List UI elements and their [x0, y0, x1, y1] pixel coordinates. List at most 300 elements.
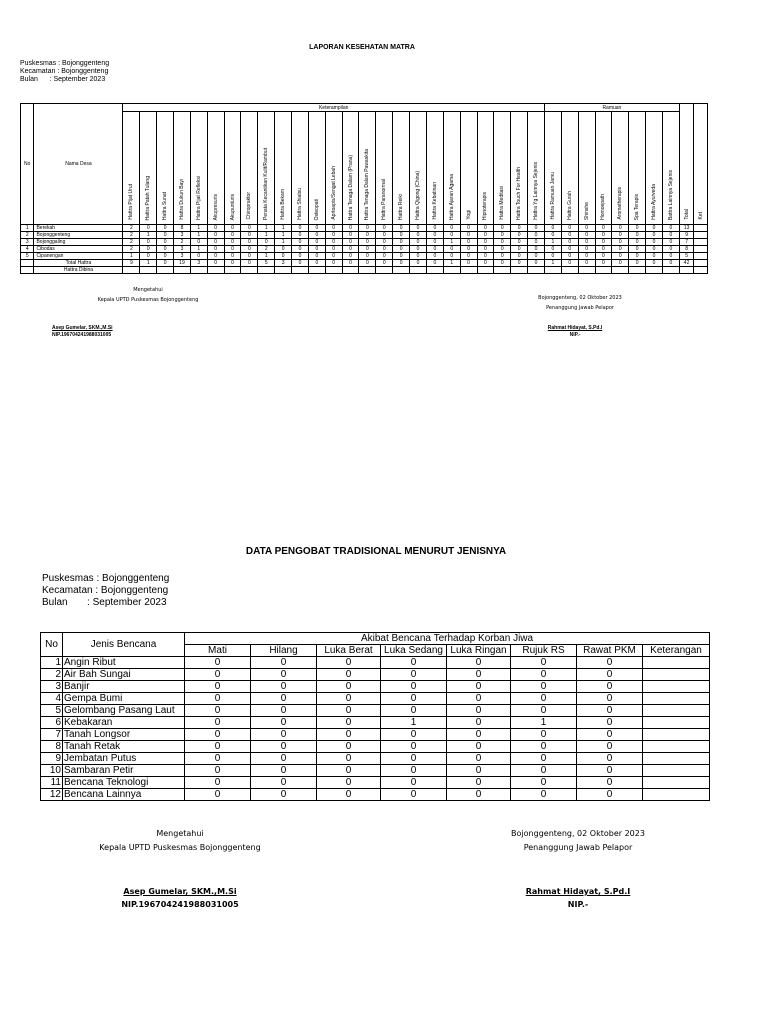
- row-value: 0: [251, 729, 317, 741]
- row-value: 0: [662, 239, 679, 246]
- row-value: 0: [317, 705, 381, 717]
- table-row: [21, 232, 708, 239]
- row-value: 0: [561, 232, 578, 239]
- row-value: 0: [251, 657, 317, 669]
- total-value: 0: [494, 260, 511, 267]
- row-no: 1: [41, 657, 63, 669]
- col-label: Homoepath: [600, 194, 607, 220]
- col-header: [207, 112, 224, 225]
- table-row: [41, 717, 710, 729]
- row-value: 1: [381, 717, 447, 729]
- row-value: 0: [185, 669, 251, 681]
- col-header: [174, 112, 191, 225]
- row-value: 0: [207, 253, 224, 260]
- info-bulan: Bulan : September 2023: [20, 76, 106, 83]
- bottom-signature-right-name: [488, 885, 668, 911]
- info-kecamatan: Kecamatan : Bojonggenteng: [42, 585, 169, 596]
- row-value: 0: [224, 239, 241, 246]
- row-value: 0: [595, 239, 612, 246]
- col-label: Hattra Pijat Refleksi: [195, 176, 202, 220]
- col-header: [477, 112, 494, 225]
- row-value: 0: [662, 246, 679, 253]
- bottom-signature-left: [90, 827, 270, 855]
- col-header: [410, 112, 427, 225]
- row-value: 0: [140, 246, 157, 253]
- row-value: 0: [511, 753, 577, 765]
- table-row: [21, 239, 708, 246]
- row-value: 0: [662, 225, 679, 232]
- total-row: [21, 260, 708, 267]
- row-desa: Berekah: [34, 225, 123, 232]
- row-value: 0: [317, 681, 381, 693]
- col-header: [190, 112, 207, 225]
- row-desa: Cibodas: [34, 246, 123, 253]
- row-value: 0: [544, 232, 561, 239]
- data-title: DATA PENGOBAT TRADISIONAL MENURUT JENISNYA: [245, 546, 507, 557]
- row-value: 0: [241, 225, 258, 232]
- row-value: 0: [494, 239, 511, 246]
- col-label: Hipnoterapis: [482, 191, 489, 220]
- col-label: Hattra Ajaran Agama: [448, 173, 455, 220]
- col-label: Hattra Yg Lainnya Sejenis: [533, 162, 539, 220]
- col-header: [511, 112, 528, 225]
- row-value: 0: [447, 789, 511, 801]
- table-row: [41, 741, 710, 753]
- row-value: 0: [528, 239, 545, 246]
- row-value: 0: [251, 765, 317, 777]
- col-header: Mati: [185, 645, 251, 657]
- row-value: 3: [174, 232, 191, 239]
- total-value: 0: [393, 260, 410, 267]
- sig-name: Rahmat Hidayat, S.Pd.I: [547, 325, 603, 331]
- col-header: [578, 112, 595, 225]
- row-value: 2: [174, 239, 191, 246]
- row-value: 0: [561, 253, 578, 260]
- col-header: Rujuk RS: [511, 645, 577, 657]
- col-header: [662, 112, 679, 225]
- row-value: 0: [577, 717, 643, 729]
- row-value: 0: [460, 225, 477, 232]
- row-jenis: Air Bah Sungai: [63, 669, 185, 681]
- row-value: [643, 681, 710, 693]
- row-value: 0: [477, 246, 494, 253]
- row-value: 0: [544, 225, 561, 232]
- row-value: 0: [511, 693, 577, 705]
- row-value: 0: [342, 225, 359, 232]
- row-value: 0: [381, 657, 447, 669]
- row-desa: Bojonggenteng: [34, 232, 123, 239]
- col-header: [460, 112, 477, 225]
- row-jenis: Gempa Bumi: [63, 693, 185, 705]
- row-value: 0: [528, 253, 545, 260]
- row-value: 0: [251, 789, 317, 801]
- row-value: 0: [460, 253, 477, 260]
- row-value: 0: [317, 669, 381, 681]
- row-value: 0: [612, 253, 629, 260]
- row-value: 0: [460, 246, 477, 253]
- col-header: [561, 112, 578, 225]
- row-value: 2: [123, 239, 140, 246]
- row-no: 1: [21, 225, 34, 232]
- col-label: Hattra Pijat Urut: [128, 184, 135, 220]
- row-value: 0: [185, 789, 251, 801]
- table-row: [41, 789, 710, 801]
- total-value: 1: [544, 260, 561, 267]
- row-value: [694, 253, 708, 260]
- col-label: Chiropraktor: [246, 192, 253, 220]
- col-label: Hattra Patah Tulang: [145, 175, 152, 220]
- row-value: 0: [140, 225, 157, 232]
- row-value: 0: [241, 253, 258, 260]
- row-value: 0: [662, 232, 679, 239]
- total-value: 3: [190, 260, 207, 267]
- total-value: 0: [629, 260, 646, 267]
- row-value: 0: [376, 253, 393, 260]
- total-value: 0: [477, 260, 494, 267]
- table-row: [21, 253, 708, 260]
- top-signature-left-name: [52, 325, 113, 339]
- row-value: 0: [308, 239, 325, 246]
- row-value: 0: [185, 753, 251, 765]
- total-value: 3: [275, 260, 292, 267]
- col-label: Hattra Tenaga Dalam (Prana): [347, 154, 354, 220]
- row-value: 0: [447, 729, 511, 741]
- row-value: 0: [511, 657, 577, 669]
- row-value: 0: [426, 239, 443, 246]
- row-value: 0: [578, 253, 595, 260]
- col-label: Hattra Bekam: [280, 189, 287, 220]
- row-value: 0: [460, 239, 477, 246]
- row-value: [643, 753, 710, 765]
- col-label: Penata Kecantikan Kulit/Rambut: [263, 148, 270, 220]
- col-header: [275, 112, 292, 225]
- col-header: Luka Ringan: [447, 645, 511, 657]
- row-value: 0: [447, 777, 511, 789]
- sig-date: Bojonggenteng, 02 Oktober 2023: [538, 295, 622, 301]
- row-value: 0: [251, 681, 317, 693]
- row-value: 0: [317, 741, 381, 753]
- row-value: 0: [511, 789, 577, 801]
- row-value: 0: [251, 705, 317, 717]
- sig-nip: NIP.196704241988031005: [52, 332, 112, 338]
- row-value: 1: [275, 239, 292, 246]
- row-value: 0: [207, 232, 224, 239]
- col-header: [494, 112, 511, 225]
- row-value: 1: [140, 232, 157, 239]
- row-value: 0: [511, 232, 528, 239]
- row-value: [643, 741, 710, 753]
- col-header: [426, 112, 443, 225]
- row-no: 2: [41, 669, 63, 681]
- row-value: 0: [426, 225, 443, 232]
- row-value: 0: [629, 246, 646, 253]
- row-value: 0: [577, 753, 643, 765]
- header-row-groups: [41, 633, 710, 645]
- total-value: 0: [595, 260, 612, 267]
- table-row: [41, 765, 710, 777]
- sig-nip: NIP.-: [569, 332, 581, 338]
- row-value: [643, 777, 710, 789]
- row-value: 0: [447, 717, 511, 729]
- row-jenis: Angin Ribut: [63, 657, 185, 669]
- top-signature-right-name: [530, 325, 620, 339]
- dibina-row: [21, 267, 708, 274]
- table-row: [41, 669, 710, 681]
- row-value: 0: [578, 232, 595, 239]
- row-value: 0: [275, 253, 292, 260]
- total-value: 19: [174, 260, 191, 267]
- row-value: 0: [447, 693, 511, 705]
- row-no: 3: [21, 239, 34, 246]
- row-value: 8: [174, 225, 191, 232]
- row-jenis: Jembatan Putus: [63, 753, 185, 765]
- col-label: Hattra Touch For Health: [516, 167, 523, 220]
- sig-nip: NIP.196704241988031005: [121, 900, 239, 909]
- total-value: 0: [561, 260, 578, 267]
- row-value: 0: [577, 693, 643, 705]
- row-value: 0: [224, 225, 241, 232]
- top-signature-left: [68, 285, 228, 305]
- row-value: 0: [317, 693, 381, 705]
- row-value: 0: [393, 246, 410, 253]
- row-value: 0: [251, 669, 317, 681]
- total-value: 0: [460, 260, 477, 267]
- row-value: 0: [443, 253, 460, 260]
- row-no: 11: [41, 777, 63, 789]
- info-bulan: Bulan : September 2023: [42, 597, 167, 608]
- row-value: 0: [577, 681, 643, 693]
- row-value: 0: [185, 681, 251, 693]
- col-label: Hattra Ayurveda: [651, 184, 658, 220]
- row-value: 0: [190, 253, 207, 260]
- row-value: 1: [258, 225, 275, 232]
- report-title: LAPORAN KESEHATAN MATRA: [309, 44, 415, 51]
- row-value: 1: [275, 232, 292, 239]
- row-value: 0: [185, 777, 251, 789]
- sig-mengetahui: Mengetahui: [133, 287, 163, 293]
- bottom-signature-right: [488, 827, 668, 855]
- row-value: 1: [123, 253, 140, 260]
- total-value: 0: [308, 260, 325, 267]
- col-no-header: No: [41, 633, 63, 657]
- row-value: 0: [381, 681, 447, 693]
- col-label: Akupunturis: [229, 193, 236, 220]
- total-value: 0: [578, 260, 595, 267]
- col-header: [325, 112, 342, 225]
- row-value: 2: [123, 225, 140, 232]
- row-value: 0: [646, 253, 663, 260]
- sig-mengetahui: Mengetahui: [156, 829, 204, 838]
- col-header: [224, 112, 241, 225]
- row-value: 0: [477, 232, 494, 239]
- row-value: 0: [577, 669, 643, 681]
- row-value: 0: [410, 225, 427, 232]
- col-label: Yogi: [465, 210, 472, 220]
- total-value: 0: [511, 260, 528, 267]
- bottom-signature-left-name: [90, 885, 270, 911]
- row-value: 0: [460, 232, 477, 239]
- row-jenis: Tanah Retak: [63, 741, 185, 753]
- row-jenis: Sambaran Petir: [63, 765, 185, 777]
- row-value: 8: [679, 246, 693, 253]
- col-header: [342, 112, 359, 225]
- row-no: 4: [21, 246, 34, 253]
- row-value: [694, 232, 708, 239]
- sig-kepala: Kepala UPTD Puskesmas Bojonggenteng: [99, 843, 261, 852]
- row-value: 0: [308, 225, 325, 232]
- table-row: [41, 705, 710, 717]
- col-header: [157, 112, 174, 225]
- row-no: 4: [41, 693, 63, 705]
- row-value: 2: [258, 246, 275, 253]
- row-value: 0: [443, 232, 460, 239]
- row-value: 0: [511, 729, 577, 741]
- row-no: 10: [41, 765, 63, 777]
- total-value: 0: [528, 260, 545, 267]
- row-value: 0: [426, 253, 443, 260]
- sig-name: Rahmat Hidayat, S.Pd.I: [525, 887, 631, 896]
- total-value: 0: [241, 260, 258, 267]
- row-value: 0: [140, 239, 157, 246]
- data-info: [42, 573, 169, 609]
- row-value: 0: [207, 239, 224, 246]
- row-value: 0: [511, 239, 528, 246]
- row-value: 0: [577, 729, 643, 741]
- col-header: [376, 112, 393, 225]
- row-value: 0: [185, 729, 251, 741]
- table-row: [21, 225, 708, 232]
- row-value: 0: [381, 765, 447, 777]
- row-value: 0: [578, 225, 595, 232]
- row-jenis: Bencana Lainnya: [63, 789, 185, 801]
- row-value: 0: [577, 741, 643, 753]
- row-value: 0: [528, 225, 545, 232]
- sig-nip: NIP.-: [567, 900, 589, 909]
- row-value: 0: [185, 717, 251, 729]
- col-ket-header: [694, 104, 708, 225]
- row-value: 0: [511, 246, 528, 253]
- row-value: 0: [577, 777, 643, 789]
- header-row-columns: [21, 112, 708, 225]
- table-row: [41, 657, 710, 669]
- row-value: 0: [494, 253, 511, 260]
- row-value: [643, 729, 710, 741]
- col-label: Shinshe: [583, 201, 590, 220]
- row-value: 0: [241, 246, 258, 253]
- col-total-header: [679, 104, 693, 225]
- row-value: 0: [241, 239, 258, 246]
- col-desa-header: Nama Desa: [34, 104, 123, 225]
- col-label: Spa Terapis: [634, 193, 641, 220]
- col-no-header: No: [21, 104, 34, 225]
- row-value: 3: [174, 253, 191, 260]
- row-value: 0: [629, 232, 646, 239]
- col-header: [443, 112, 460, 225]
- row-value: 0: [317, 657, 381, 669]
- row-value: 0: [629, 225, 646, 232]
- row-no: 9: [41, 753, 63, 765]
- col-header: [258, 112, 275, 225]
- row-jenis: Gelombang Pasang Laut: [63, 705, 185, 717]
- row-value: 0: [325, 225, 342, 232]
- row-value: [643, 789, 710, 801]
- row-value: 0: [292, 225, 309, 232]
- table-row: [21, 246, 708, 253]
- sig-name: Asep Gumelar, SKM.,M.Si: [52, 325, 113, 331]
- row-value: 0: [251, 777, 317, 789]
- table-row: [41, 693, 710, 705]
- col-label: Hattra Sunat: [162, 191, 169, 220]
- row-jenis: Kebakaran: [63, 717, 185, 729]
- row-value: 5: [679, 253, 693, 260]
- row-value: 0: [447, 741, 511, 753]
- col-header: [544, 112, 561, 225]
- row-value: 1: [443, 239, 460, 246]
- row-value: 0: [325, 253, 342, 260]
- row-no: 12: [41, 789, 63, 801]
- row-value: 0: [140, 253, 157, 260]
- row-value: 2: [123, 232, 140, 239]
- row-value: 0: [359, 253, 376, 260]
- row-value: 0: [251, 717, 317, 729]
- row-value: 0: [325, 246, 342, 253]
- row-value: 0: [544, 246, 561, 253]
- row-value: 0: [662, 253, 679, 260]
- header-row-groups: [21, 104, 708, 112]
- col-label: Hattra Meditasi: [499, 186, 506, 220]
- row-value: 0: [511, 225, 528, 232]
- row-value: 0: [511, 681, 577, 693]
- row-value: 0: [561, 239, 578, 246]
- row-value: 0: [595, 253, 612, 260]
- row-value: 0: [577, 765, 643, 777]
- info-puskesmas: Puskesmas : Bojonggenteng: [42, 573, 170, 584]
- row-value: 0: [578, 239, 595, 246]
- row-value: 0: [612, 246, 629, 253]
- col-header: [292, 112, 309, 225]
- col-jenis-header: Jenis Bencana: [63, 633, 185, 657]
- row-value: 0: [612, 232, 629, 239]
- col-label: Hattra Kebatinan: [431, 182, 438, 220]
- table-row: [41, 777, 710, 789]
- sig-name: Asep Gumelar, SKM.,M.Si: [123, 887, 237, 896]
- row-value: [643, 705, 710, 717]
- row-value: 0: [376, 239, 393, 246]
- row-value: 0: [275, 246, 292, 253]
- row-value: 0: [410, 232, 427, 239]
- row-value: 0: [477, 239, 494, 246]
- total-value: 0: [646, 260, 663, 267]
- row-value: 1: [190, 246, 207, 253]
- row-value: 0: [359, 232, 376, 239]
- row-value: 0: [646, 246, 663, 253]
- row-value: 0: [342, 239, 359, 246]
- dibina-label: Hattra Dibina: [34, 267, 123, 274]
- row-value: 0: [157, 239, 174, 246]
- col-header: Keterangan: [643, 645, 710, 657]
- col-label: Hattra Tenaga Dalam Pawaskita: [364, 148, 371, 220]
- row-value: 0: [393, 232, 410, 239]
- total-value: 0: [342, 260, 359, 267]
- row-value: [643, 693, 710, 705]
- group-akibat: Akibat Bencana Terhadap Korban Jiwa: [185, 633, 710, 645]
- col-label: Total: [683, 209, 690, 220]
- row-value: 0: [317, 765, 381, 777]
- row-value: 0: [494, 225, 511, 232]
- row-value: 13: [679, 225, 693, 232]
- row-value: 0: [376, 246, 393, 253]
- row-value: 0: [544, 253, 561, 260]
